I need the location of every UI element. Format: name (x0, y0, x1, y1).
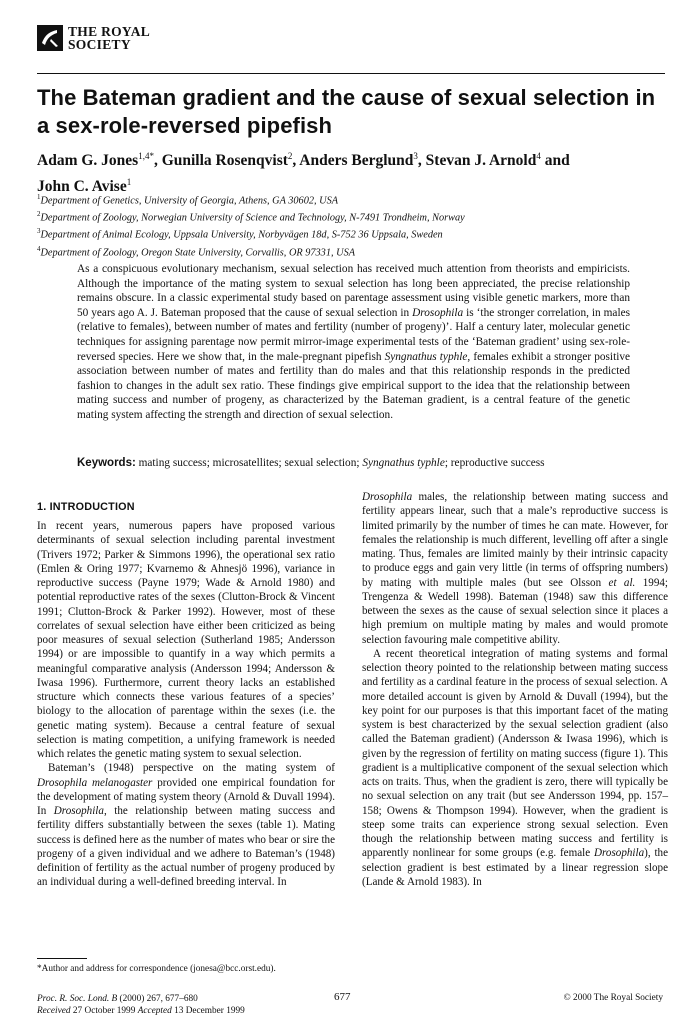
italic-term: Syngnathus typhle (384, 350, 468, 363)
accepted-label: Accepted (137, 1006, 172, 1016)
journal-name: Proc. R. Soc. Lond. B (37, 994, 118, 1004)
affiliation-line (37, 191, 657, 208)
author-name: Anders Berglund (299, 152, 414, 170)
affiliation-text: Department of Genetics, University of Georgia, Athens, GA 30602, USA (40, 195, 339, 207)
accepted-date: 13 December 1999 (171, 1006, 245, 1016)
publisher-line-2: SOCIETY (68, 37, 131, 52)
royal-society-emblem-icon (37, 25, 63, 51)
author-name: Gunilla Rosenqvist (161, 152, 288, 170)
italic-term: Syngnathus typhle (362, 457, 445, 469)
author-affiliation-mark: 1 (126, 176, 132, 187)
body-paragraph: In recent years, numerous papers have proposed various determinants of sexual selection including parental investment (Trivers 1972; Parker & Simmons 1996), the operational sex ratio (Emlen & Oring 1977; Kvarnemo & Ahnesjö 1996), variance in reproductive success (Payne 1979; Wade & Arnold 1980) and potential reproductive rates of the sexes (Clutton-Brock & Vincent 1991; Clutton-Brock & Parker 1992). However, most of these correlates of sexual selection have either been criticized as being poor measures of sexual selection (Sutherland 1985; Andersson 1994) or are impossible to quantify in a way which permits a meaningful comparative analysis (Andersson 1994; Andersson & Iwasa 1996). Furthermore, current theory lacks an established structure which connects these various features of a species’ biology to the allocation of parentage within the sexes (i.e. the genetic mating system). Because a central feature of sexual selection is mating competition, a unifying framework is needed which relates the genetic mating system to sexual selection. (37, 520, 335, 760)
affiliation-number: 3 (37, 227, 41, 236)
affiliation-line (37, 243, 657, 260)
italic-term: Drosophila (53, 805, 104, 817)
affiliation-number: 2 (37, 210, 41, 219)
affiliations (37, 191, 657, 260)
body-paragraph: A recent theoretical integration of mating systems and formal selection theory pointed to the relationship between mating success and fertility as a cardinal feature in the process of sexual selection. A more detailed account is given by Arnold & Duvall (1994), but the key point for our purposes is that this important facet of the mating system is best characterized by the sexual selection gradient (also called the Bateman gradient) (Andersson & Iwasa 1996), which is given by the regression of fertility on mating success (figure 1). This gradient is a multiplicative component of the sexual selection which acts on traits. Thus, when the gradient is zero, there will typically be no sexual selection on any trait (but see Andersson 1994, pp. 157–158; Owens & Thompson 1994). However, when the gradient is steep some traits can experience strong sexual selection. Even though the relationship between mating success and fertility is apparently nonlinear for some groups (e.g. female Drosophila), the selection gradient is best estimated by a linear regression slope (Lande & Arnold 1983). In (362, 647, 668, 888)
publisher-name (68, 25, 150, 51)
abstract: As a conspicuous evolutionary mechanism, sexual selection has received much attention from theorists and empiricists. Although the importance of the mating system to sexual selection has long been appreciated, the precise relationship remains obscure. In a classic experimental study based on parentage assessment using visible genetic markers, more than 50 years ago A. J. Bateman proposed that the cause of sexual selection in Drosophila is ‘the stronger correlation, in males (relative to females), between number of mates and fertility (number of progeny)’. Half a century later, molecular genetic techniques for assigning parentage now permit mirror-image experimental tests of the ‘Bateman gradient’ using sex-role-reversed species. Here we show that, in the male-pregnant pipefish Syngnathus typhle, females exhibit a stronger positive association between number of mates and fertility than do males and that this relationship responds in the predicted fashion to changes in the adult sex ratio. These findings give empirical support to the idea that the relationship between mating success and number of progeny, as characterized by the Bateman gradient, is a central feature of the genetic mating system affecting the strength and direction of sexual selection. (77, 263, 631, 421)
italic-term: Drosophila (362, 491, 413, 503)
affiliation-number: 4 (37, 244, 41, 253)
page-number: 677 (334, 991, 351, 1003)
affiliation-text: Department of Zoology, Oregon State University, Corvallis, OR 97331, USA (40, 247, 356, 259)
author-affiliation-mark: 2 (287, 151, 293, 161)
publisher-line-1: THE ROYAL (68, 24, 151, 39)
citation-footer (37, 993, 245, 1017)
header-rule (37, 73, 665, 74)
author-separator: , (292, 152, 300, 170)
author-separator: , (153, 152, 162, 170)
author-affiliation-mark: 4 (536, 151, 541, 161)
left-column-body (37, 519, 335, 890)
author-name: John C. Avise (37, 177, 127, 195)
italic-term: et al. (608, 576, 636, 589)
received-label: Received (37, 1006, 71, 1016)
keywords (77, 456, 630, 471)
copyright-notice: © 2000 The Royal Society (563, 993, 663, 1003)
correspondence-footnote: *Author and address for correspondence (jonesa@bcc.orst.edu). (37, 964, 276, 974)
author-separator: and (540, 152, 570, 170)
author-list (37, 146, 657, 197)
author-affiliation-mark: 1,4* (138, 151, 154, 161)
italic-term: Drosophila (594, 847, 645, 860)
body-paragraph: Bateman’s (1948) perspective on the mating system of Drosophila melanogaster provided one empirical foundation for the development of mating system theory (Arnold & Duvall 1994). In Drosophila, the relationship between mating success and fertility differs substantially between the sexes (table 1). Mating success is defined here as the number of mates who bear or sire the progeny of a given individual and we adhere to Bateman’s (1948) definition of fertility as the actual number of progeny produced by an individual during a well-defined breeding interval. In (37, 762, 335, 889)
section-heading-introduction: 1. INTRODUCTION (37, 501, 135, 513)
author-affiliation-mark: 3 (413, 151, 418, 161)
keywords-label: Keywords: (77, 457, 136, 469)
affiliation-line (37, 208, 657, 225)
italic-term: Drosophila (412, 306, 464, 319)
publisher-logo (37, 25, 150, 51)
keywords-text: mating success; microsatellites; sexual selection; Syngnathus typhle; reproductive success (135, 457, 545, 469)
received-date: 27 October 1999 (70, 1006, 138, 1016)
body-paragraph: Drosophila males, the relationship between mating success and fertility appears linear, such that a male’s reproductive success is limited primarily by the number of times he can mate. However, for females the relationship is much different, levelling off after a single mating. Thus, females are limited mainly by their intrinsic capacity to produce eggs and gain very little (in terms of offspring numbers) by mating with multiple males (but see Olsson et al. 1994; Trengenza & Wedell 1998). Bateman (1948) saw this difference between the sexes as the cause of sexual selection since it places a high premium on multiple mating by males and would promote selection favouring male competitive ability. (362, 491, 668, 646)
author-name: Stevan J. Arnold (425, 152, 537, 170)
right-column-body (362, 490, 668, 889)
author-name: Adam G. Jones (37, 152, 139, 170)
affiliation-number: 1 (37, 193, 41, 201)
footnote-rule (37, 958, 87, 959)
italic-term: Drosophila melanogaster (37, 776, 153, 789)
affiliation-line (37, 225, 657, 242)
affiliation-text: Department of Animal Ecology, Uppsala University, Norbyvägen 18d, S-752 36 Uppsala, Sweden (40, 229, 443, 241)
volume-pages: (2000) 267, 677–680 (117, 994, 198, 1004)
author-separator: , (417, 152, 426, 170)
affiliation-text: Department of Zoology, Norwegian University of Science and Technology, N-7491 Trondheim, Norway (40, 212, 465, 224)
paper-title: The Bateman gradient and the cause of sexual selection in a sex-role-reversed pipefish (37, 85, 656, 138)
